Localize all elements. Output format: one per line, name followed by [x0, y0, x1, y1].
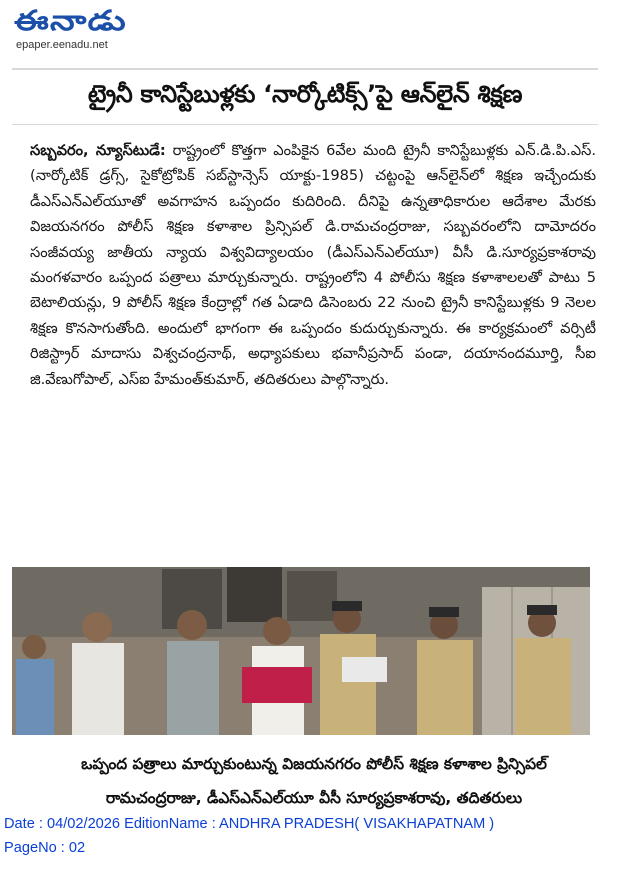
article-text: రాష్ట్రంలో కొత్తగా ఎంపికైన 6వేల మంది ట్రైనీ కానిస్టేబుళ్లకు ఎన్‌.డి.పి.ఎస్‌. (నార్కోటిక్‌ డ్రగ్స్‌, సైకోట్రోపిక్‌ సబ్‌స్టాన్సెస్‌ యాక్టు-1985) చట్టంపై ఆన్‌లైన్‌లో శిక్షణ ఇచ్చేందుకు డీఎస్‌ఎన్‌ఎల్‌యూతో అవగాహన ఒప్పందం కుదిరింది. దీనిపై ఉన్నతాధికారుల ఆదేశాల మేరకు విజయనగరం పోలీస్‌ శిక్షణ కళాశాల ప్రిన్సిపల్‌ డి.రామచంద్రరాజు, సబ్బవరంలోని దామోదరం సంజీవయ్య జాతీయ న్యాయ విశ్వవిద్యాలయం (డీఎస్‌ఎన్‌ఎల్‌యూ) వీసీ డి.సూర్యప్రకాశరావు మంగళవారం ఒప్పంద పత్రాలు మార్చుకున్నారు. రాష్ట్రంలోని 4 పోలీసు శిక్షణ కళాశాలలతో పాటు 5 బెటాలియన్లు, 9 పోలీస్‌ శిక్షణ కేంద్రాల్లో గత ఏడాది డిసెంబరు 22 నుంచి ట్రైనీ కానిస్టేబుళ్లకు 9 నెలల శిక్షణ కొనసాగుతోంది. అందులో భాగంగా ఈ ఒప్పందం కుదుర్చుకున్నారు. ఈ కార్యక్రమంలో వర్సిటీ రిజిస్ట్రార్‌ మాదాసు విశ్వచంద్రనాథ్‌, అధ్యాపకులు భవానీప్రసాద్‌ పండా, దయానందమూర్తి, సీఐ జి.వేణుగోపాల్‌, ఎస్‌ఐ హేమంత్‌కుమార్‌, తదితరులు పాల్గొన్నారు.	[30, 142, 596, 388]
caption-line-2: రామచంద్రరాజు, డీఎస్‌ఎన్‌ఎల్‌యూ వీసీ సూర్యప్రకాశరావు, తదితరులు	[105, 789, 523, 807]
page-number: PageNo : 02	[4, 840, 86, 856]
caption-line-1: ఒప్పంద పత్రాలు మార్చుకుంటున్న విజయనగరం పోలీస్‌ శిక్షణ కళాశాల ప్రిన్సిపల్‌	[81, 755, 547, 773]
edition-date-line: Date : 04/02/2026 EditionName : ANDHRA PRADESH( VISAKHAPATNAM )	[4, 816, 495, 832]
epaper-url[interactable]: epaper.eenadu.net	[16, 39, 108, 51]
eenadu-logo: ఈనాడు	[14, 4, 127, 37]
headline: ట్రైనీ కానిస్టేబుళ్లకు ‘నార్కోటిక్స్‌’పై ఆన్‌లైన్‌ శిక్షణ	[87, 80, 523, 108]
dateline: సబ్బవరం, న్యూస్‌టుడే:	[30, 142, 166, 159]
masthead	[14, 6, 214, 54]
news-photo	[12, 567, 590, 735]
edition-footer	[4, 812, 624, 860]
article-body	[30, 138, 596, 392]
photo-caption	[12, 747, 616, 815]
headline-box	[12, 68, 598, 125]
